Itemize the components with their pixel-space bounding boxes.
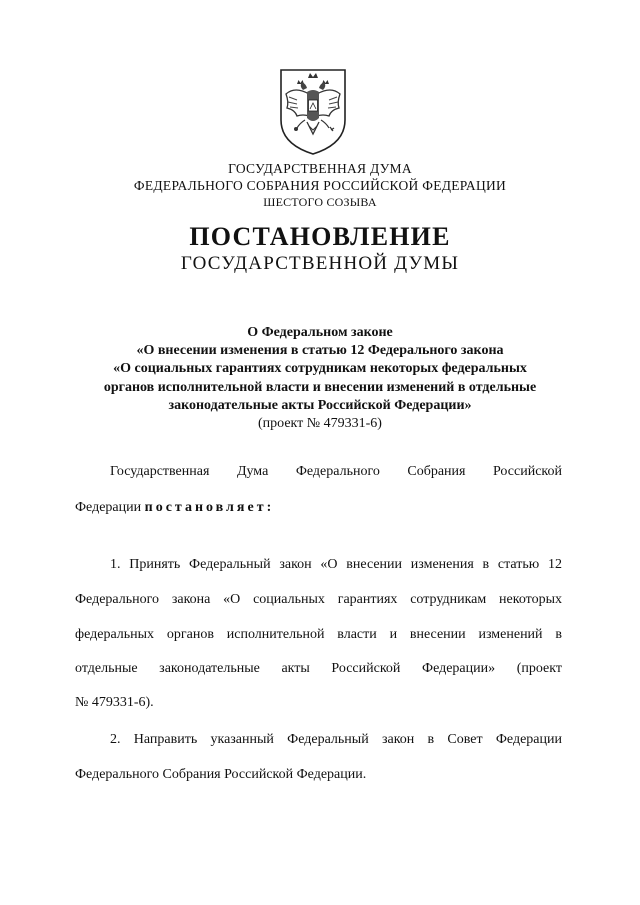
header-line-assembly: ФЕДЕРАЛЬНОГО СОБРАНИЯ РОССИЙСКОЙ ФЕДЕРАЦИИ	[133, 178, 507, 193]
item2-line-2: Федерального Собрания Российской Федерации.	[75, 767, 367, 782]
preamble-line-2	[75, 499, 562, 517]
item1-line-1: 1. Принять Федеральный закон «О внесении изменения в статью 12	[110, 557, 562, 572]
item1-line-5: № 479331-6).	[75, 695, 154, 710]
document-subject	[60, 324, 580, 433]
document-issuer-title: ГОСУДАРСТВЕННОЙ ДУМЫ	[180, 253, 460, 274]
subject-line-4: органов исполнительной власти и внесении изменений в отдельные	[103, 379, 537, 395]
subject-line-5: законодательные акты Российской Федерации»	[168, 397, 472, 413]
document-type-title: ПОСТАНОВЛЕНИЕ	[189, 222, 451, 251]
preamble-resolves: постановляет:	[144, 500, 275, 515]
subject-line-3: «О социальных гарантиях сотрудникам некоторых федеральных	[113, 361, 527, 377]
subject-project-number: (проект № 479331-6)	[258, 416, 382, 432]
item1-line-4: отдельные законодательные акты Российской Федерации» (проект	[75, 661, 562, 676]
subject-line-1: О Федеральном законе	[247, 325, 393, 340]
preamble-text: Федерации	[75, 500, 145, 515]
header-line-convocation: ШЕСТОГО СОЗЫВА	[263, 195, 377, 209]
header-line-duma: ГОСУДАРСТВЕННАЯ ДУМА	[228, 161, 412, 176]
item2-line-1: 2. Направить указанный Федеральный закон в Совет Федерации	[110, 732, 562, 747]
coat-of-arms-emblem	[273, 64, 353, 156]
item1-line-2: Федерального закона «О социальных гарантиях сотрудникам некоторых	[75, 592, 562, 607]
subject-line-2: «О внесении изменения в статью 12 Федерального закона	[136, 343, 504, 359]
item1-line-3: федеральных органов исполнительной власти и внесении изменений в	[75, 627, 562, 642]
preamble-line-1: Государственная Дума Федерального Собрания Российской	[110, 464, 562, 479]
